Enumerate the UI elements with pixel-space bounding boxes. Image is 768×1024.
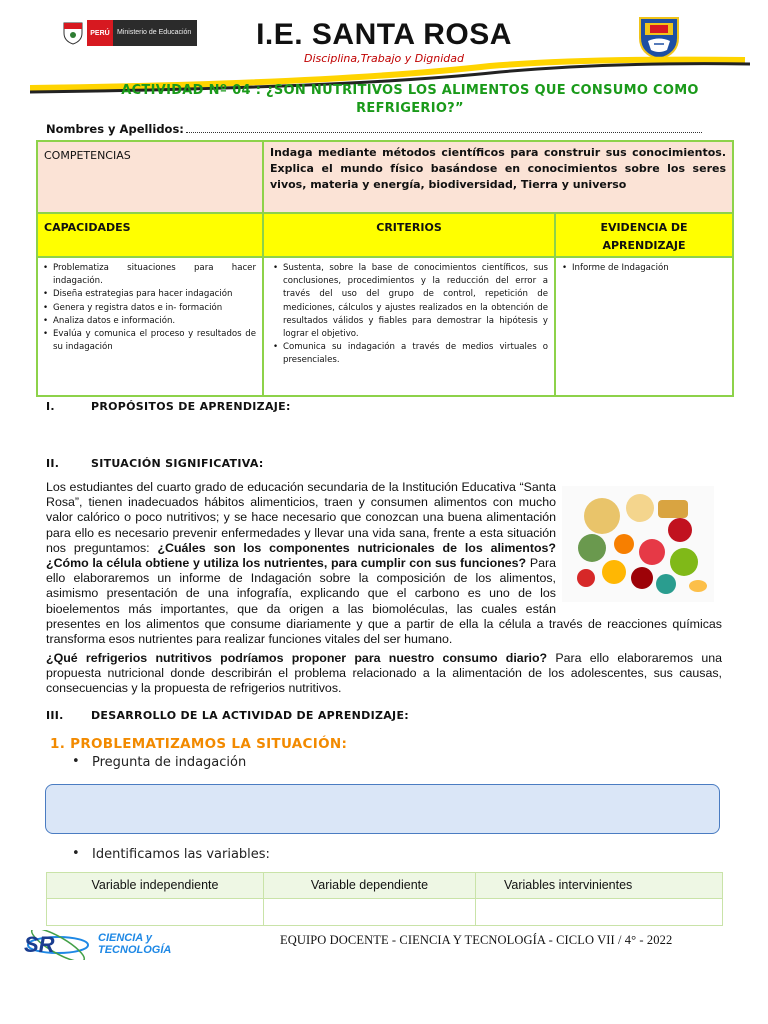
refrigerio-text: Para ello elaboraremos una propuesta nutricional donde describirán el problema relacionado a la alimentación de los adolescentes, sus causas, consecuencias y la propuesta de refrigerios nutritivos. [46, 651, 722, 696]
school-name: I.E. SANTA ROSA [256, 18, 512, 51]
name-field[interactable] [186, 122, 702, 133]
variable-independiente-input[interactable] [47, 899, 264, 925]
food-photo [562, 486, 714, 602]
bullet-dot: • [72, 754, 80, 769]
list-item: • Sustenta, sobre la base de conocimientos científicos, sus conclusiones, procedimientos y la reducción del error a través del uso del grupo de control, repetición de mediciones, cálculos y ajustes realizados en la obtención de resultados válidos y fiables para demostrar la hipótesis y lograr el objetivo. [277, 262, 548, 341]
variables-intervinientes-input[interactable] [476, 899, 722, 925]
variables-label: Identificamos las variables: [92, 847, 270, 862]
situation-text-b: Para ello elaboraremos un informe de Indagación sobre la composición de los alimentos, asimismo presentación de una infografía, explicando que el carbono es uno de los bioelementos más importantes, que da origen a las biomoléculas, las cuales están presentes en los alimentos que consume diariamente y que a partir de ella la célula a través de reacciones químicas transforma esos nutrientes para realizar funciones vitales del ser humano. [46, 556, 722, 647]
evidencia-cell [556, 258, 732, 395]
section-3-title: DESARROLLO DE LA ACTIVIDAD DE APRENDIZAJE: [91, 709, 409, 722]
evidencia-header: EVIDENCIA DE APRENDIZAJE [600, 221, 688, 252]
variable-dependiente-input[interactable] [264, 899, 476, 925]
situation-text-a: Los estudiantes del cuarto grado de educación secundaria de la Institución Educativa “Santa Rosa”, tienen inadecuados hábitos alimenticios, traen y consumen alimentos con mucho valor calórico o poco nutritivos; y se hace necesario que conozcan una buena alimentación para ello es necesario prevenir enfermedades y llevar una vida sana, frente a esta situación nos preguntamos: [46, 480, 556, 555]
activity-title: ACTIVIDAD Nº 04 : ¿SON NUTRITIVOS LOS ALIMENTOS QUE CONSUMO COMO REFRIGERIO?” [121, 83, 699, 116]
list-item: • Diseña estrategias para hacer indagación [47, 288, 256, 301]
variables-table [46, 872, 723, 926]
evidencia-header-cell [556, 214, 732, 258]
list-item: • Problematiza situaciones para hacer indagación. [47, 262, 256, 288]
list-item: • Genera y registra datos e in- formación [47, 302, 256, 315]
indagacion-label: Pregunta de indagación [92, 755, 247, 770]
capacidades-list [38, 262, 256, 354]
peru-label: PERÚ [87, 20, 113, 46]
list-item: • Analiza datos e información. [47, 315, 256, 328]
variables-header-dependiente: Variable dependiente [264, 873, 476, 899]
logo-ciencia-text: CIENCIA y [98, 932, 152, 944]
list-item: • Comunica su indagación a través de medios virtuales o presenciales. [277, 341, 548, 367]
section-3-number: III. [46, 709, 64, 722]
variables-header-independiente: Variable independiente [47, 873, 264, 899]
situation-questions: ¿Cuáles son los componentes nutricionales de los alimentos? ¿Cómo la célula obtiene y utiliza los nutrientes, para cumplir con sus funciones? [46, 540, 556, 571]
bullet-dot: • [72, 846, 80, 861]
list-item: • Informe de Indagación [566, 262, 726, 275]
science-logo [22, 930, 197, 960]
capacidades-header: CAPACIDADES [44, 221, 131, 234]
list-item: • Evalúa y comunica el proceso y resultados de su indagación [47, 328, 256, 354]
competencias-text-cell [264, 142, 732, 214]
criterios-header-cell [264, 214, 556, 258]
refrigerio-question: ¿Qué refrigerios nutritivos podríamos proponer para nuestro consumo diario? [46, 651, 548, 665]
step-1-heading: 1. PROBLEMATIZAMOS LA SITUACIÓN: [50, 736, 348, 752]
competencias-header-cell [38, 142, 264, 214]
refrigerio-paragraph [46, 651, 722, 697]
logo-tecnologia-text: TECNOLOGÍA [98, 944, 172, 956]
variables-header-intervinientes: Variables intervinientes [476, 873, 722, 899]
section-1-number: I. [46, 400, 55, 413]
name-label: Nombres y Apellidos: [46, 122, 184, 136]
indagacion-question-box[interactable] [45, 784, 720, 834]
criterios-cell [264, 258, 556, 395]
section-1-title: PROPÓSITOS DE APRENDIZAJE: [91, 400, 291, 413]
footer-text: EQUIPO DOCENTE - CIENCIA Y TECNOLOGÍA - CICLO VII / 4° - 2022 [280, 933, 673, 947]
evidencia-list [556, 262, 726, 275]
capacidades-header-cell [38, 214, 264, 258]
section-2-number: II. [46, 457, 60, 470]
capacidades-cell [38, 258, 264, 395]
criterios-header: CRITERIOS [376, 221, 442, 234]
logo-sr-text: SR [24, 932, 55, 957]
school-motto: Disciplina,Trabajo y Dignidad [303, 52, 465, 65]
section-2-title: SITUACIÓN SIGNIFICATIVA: [91, 457, 264, 470]
ministry-label: Ministerio de Educación [113, 20, 197, 46]
competencias-text: Indaga mediante métodos científicos para construir sus conocimientos. Explica el mundo físico basándose en conocimientos sobre los seres vivos, materia y energía, biodiversidad, Tierra y universo [270, 146, 726, 191]
competencias-table [36, 140, 734, 397]
criterios-list [264, 262, 548, 368]
competencias-header: COMPETENCIAS [44, 149, 131, 162]
